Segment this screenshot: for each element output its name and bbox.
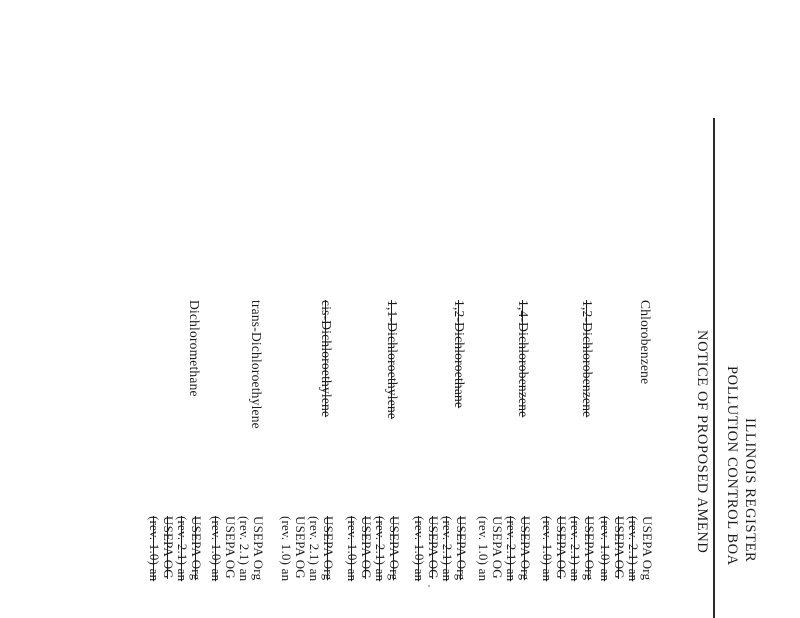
method-reference: USEPA Org bbox=[387, 516, 402, 581]
method-reference: (rev. 1.0) an bbox=[412, 516, 427, 582]
method-reference: (rev. 1.0) an bbox=[209, 516, 224, 582]
method-reference: USEPA Org bbox=[582, 516, 597, 581]
method-reference: (rev. 2.1) an bbox=[237, 516, 252, 582]
method-reference: USEPA Org bbox=[518, 516, 533, 581]
method-reference: USEPA Org bbox=[454, 516, 469, 581]
header-rule-short bbox=[713, 610, 715, 618]
method-reference: USEPA OG bbox=[490, 516, 505, 579]
method-reference: USEPA OG bbox=[554, 516, 569, 579]
header-register: ILLINOIS REGISTER bbox=[742, 418, 758, 563]
method-reference: USEPA OG bbox=[293, 516, 308, 579]
chemical-name: 1,1-Dichloroethylene bbox=[385, 300, 400, 420]
method-reference: (rev. 1.0) an bbox=[147, 516, 162, 582]
method-reference: USEPA Org bbox=[189, 516, 204, 581]
method-reference: (rev. 2.1) an bbox=[440, 516, 455, 582]
method-reference: (rev. 1.0) an bbox=[345, 516, 360, 582]
method-reference: (rev. 1.0) an bbox=[279, 516, 294, 582]
method-reference: (rev. 2.1) an bbox=[568, 516, 583, 582]
method-reference: (rev. 2.1) an bbox=[626, 516, 641, 582]
method-reference: (rev. 2.1) an bbox=[307, 516, 322, 582]
method-reference: USEPA OG bbox=[612, 516, 627, 579]
method-reference: USEPA OG bbox=[161, 516, 176, 579]
header-notice: NOTICE OF PROPOSED AMEND bbox=[694, 330, 710, 554]
method-reference: (rev. 1.0) an bbox=[476, 516, 491, 582]
method-reference: USEPA Org bbox=[321, 516, 336, 581]
method-reference: USEPA Org bbox=[640, 516, 655, 581]
method-reference: (rev. 1.0) an bbox=[540, 516, 555, 582]
chemical-name: 1,4-Dichlorobenzene bbox=[516, 300, 531, 418]
method-reference: (rev. 2.1) an bbox=[373, 516, 388, 582]
chemical-name: 1,2-Dichloroethane bbox=[452, 300, 467, 409]
chemical-name: 1,2-Dichlorobenzene bbox=[580, 300, 595, 418]
method-reference: (rev. 1.0) an bbox=[598, 516, 613, 582]
method-reference: (rev. 2.1) an bbox=[175, 516, 190, 582]
chemical-name: Dichloromethane bbox=[187, 300, 202, 397]
method-reference: (rev. 2.1) an bbox=[504, 516, 519, 582]
method-reference: USEPA OG bbox=[426, 516, 441, 579]
method-reference: USEPA OG bbox=[359, 516, 374, 579]
method-reference: USEPA OG bbox=[223, 516, 238, 579]
scan-speck bbox=[428, 585, 430, 587]
header-rule bbox=[713, 118, 715, 618]
chemical-name: trans-Dichloroethylene bbox=[249, 300, 264, 429]
header-board: POLLUTION CONTROL BOA bbox=[724, 366, 740, 566]
chemical-name: cis-Dichloroethylene bbox=[319, 300, 334, 418]
method-reference: USEPA Org bbox=[251, 516, 266, 581]
chemical-name: Chlorobenzene bbox=[638, 300, 653, 385]
